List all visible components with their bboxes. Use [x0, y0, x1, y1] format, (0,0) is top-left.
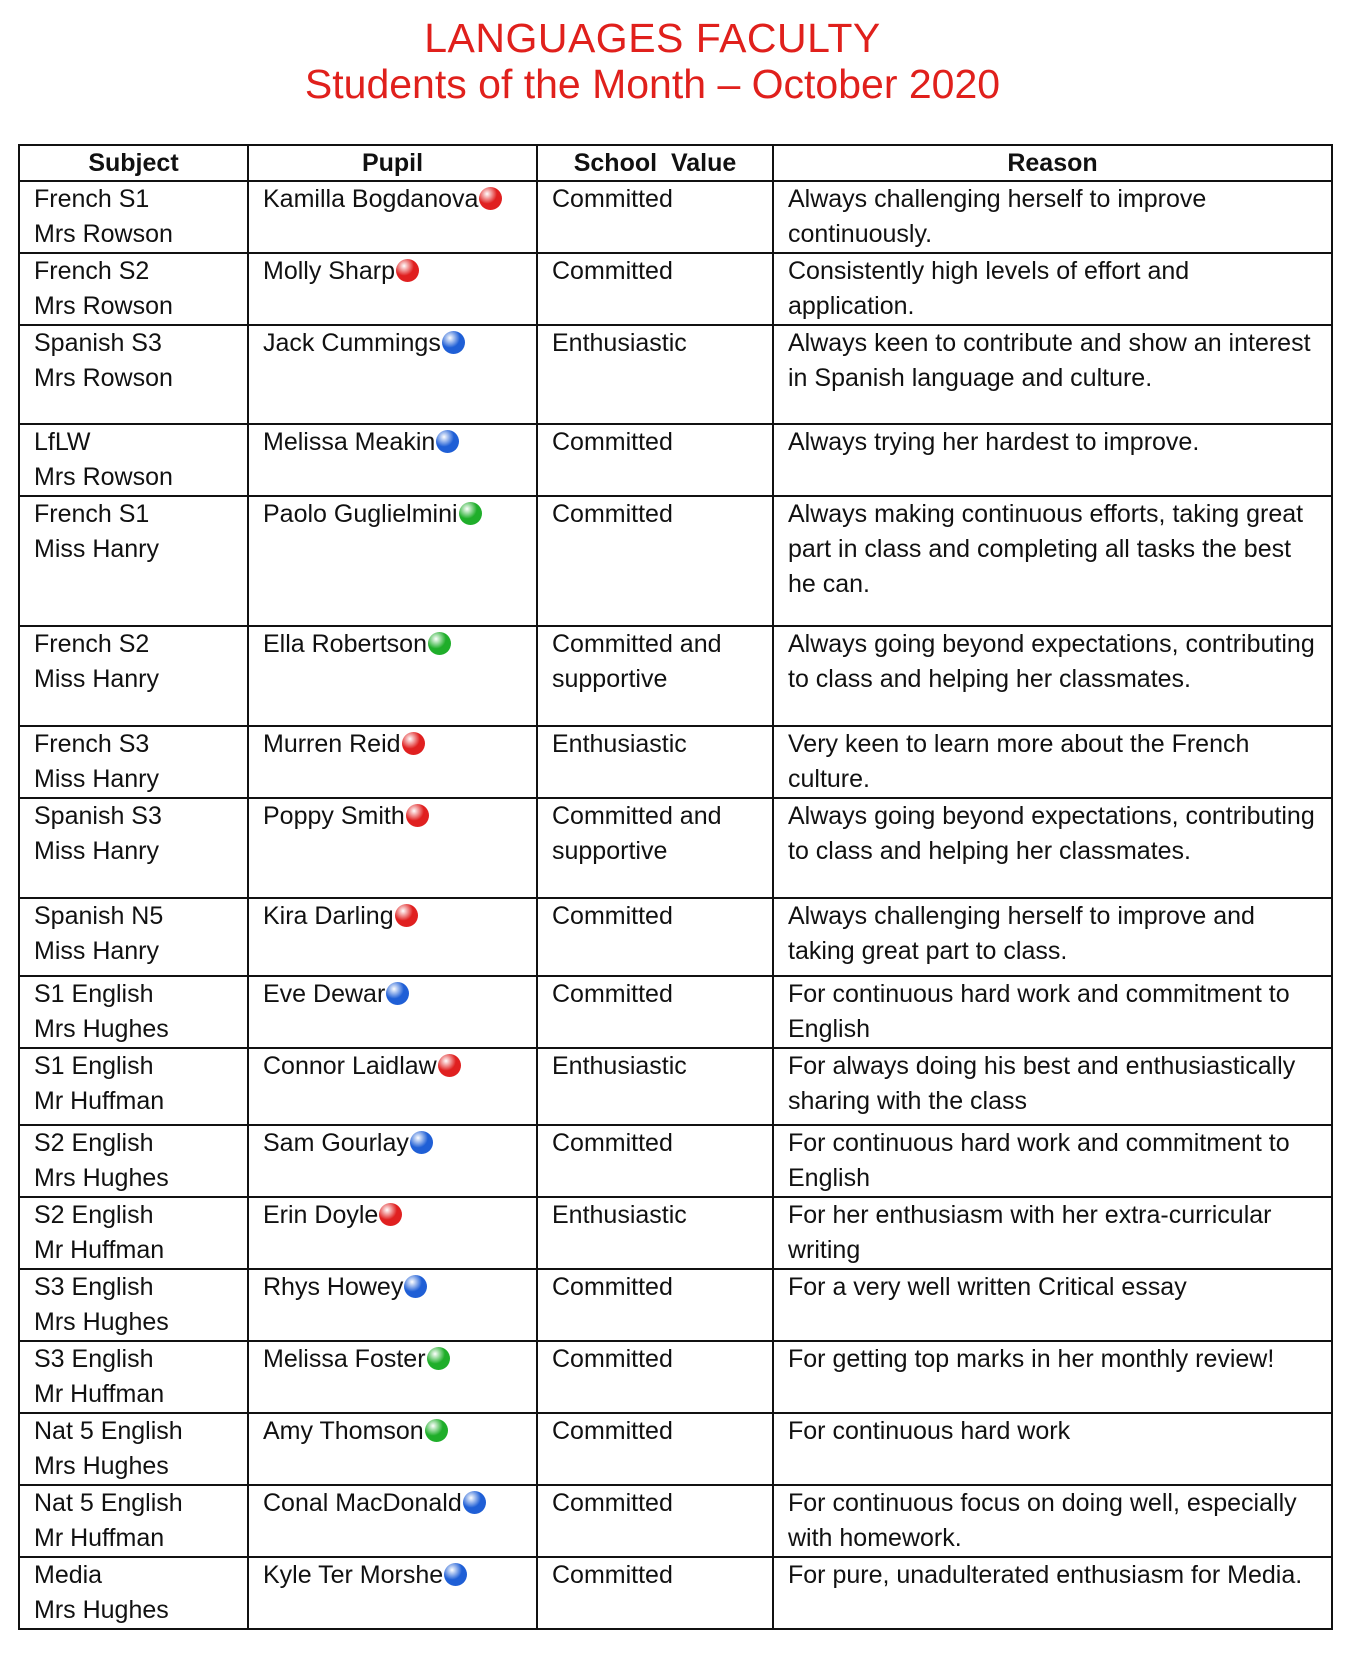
table-row	[19, 325, 1332, 424]
page-subtitle: Students of the Month – October 2020	[304, 61, 1001, 107]
house-dot-icon	[410, 1131, 433, 1154]
school-value-cell: Committed	[537, 1269, 773, 1341]
teacher-name: Mrs Rowson	[34, 364, 173, 392]
house-dot-icon	[395, 904, 418, 927]
pupil-cell	[248, 898, 537, 976]
table-row	[19, 253, 1332, 325]
reason-cell: For continuous hard work and commitment to English	[773, 1125, 1332, 1197]
school-value-cell: Enthusiastic	[537, 1048, 773, 1125]
school-value-cell: Committed and supportive	[537, 626, 773, 726]
table-header-row	[19, 145, 1332, 181]
table-row	[19, 1048, 1332, 1125]
pupil-cell	[248, 325, 537, 424]
subject-cell	[19, 181, 248, 253]
school-value-cell: Committed	[537, 976, 773, 1048]
school-value-cell: Committed	[537, 181, 773, 253]
house-dot-icon	[379, 1203, 402, 1226]
house-dot-icon	[436, 430, 459, 453]
teacher-name: Miss Hanry	[34, 937, 160, 965]
subject-name: French S2	[34, 630, 150, 658]
table-row	[19, 1269, 1332, 1341]
pupil-name: Erin Doyle	[263, 1201, 379, 1229]
teacher-name: Mrs Rowson	[34, 463, 173, 491]
table-row	[19, 1341, 1332, 1413]
reason-cell: For pure, unadulterated enthusiasm for Media.	[773, 1557, 1332, 1629]
subject-name: Media	[34, 1561, 103, 1589]
teacher-name: Mrs Hughes	[34, 1164, 169, 1192]
subject-name: Spanish S3	[34, 329, 162, 357]
house-dot-icon	[406, 804, 429, 827]
house-dot-icon	[396, 259, 419, 282]
pupil-cell	[248, 496, 537, 626]
pupil-cell	[248, 1269, 537, 1341]
pupil-cell	[248, 1413, 537, 1485]
teacher-name: Mrs Rowson	[34, 220, 173, 248]
pupil-name: Conal MacDonald	[263, 1489, 462, 1517]
pupil-cell	[248, 181, 537, 253]
table-row	[19, 976, 1332, 1048]
pupil-cell	[248, 1197, 537, 1269]
school-value-cell: Committed	[537, 1485, 773, 1557]
subject-name: S2 English	[34, 1201, 154, 1229]
table-row	[19, 1485, 1332, 1557]
subject-name: S3 English	[34, 1345, 154, 1373]
subject-name: Spanish S3	[34, 802, 162, 830]
house-dot-icon	[428, 632, 451, 655]
subject-cell	[19, 1485, 248, 1557]
column-header-subject: Subject	[19, 145, 248, 181]
house-dot-icon	[459, 502, 482, 525]
table-row	[19, 181, 1332, 253]
reason-cell: Always trying her hardest to improve.	[773, 424, 1332, 496]
pupil-name: Molly Sharp	[263, 257, 395, 285]
house-dot-icon	[404, 1275, 427, 1298]
pupil-cell	[248, 1485, 537, 1557]
reason-cell: For a very well written Critical essay	[773, 1269, 1332, 1341]
subject-cell	[19, 1341, 248, 1413]
subject-name: Nat 5 English	[34, 1417, 183, 1445]
pupil-name: Jack Cummings	[263, 329, 441, 357]
table-row	[19, 1197, 1332, 1269]
subject-name: French S2	[34, 257, 150, 285]
subject-name: French S1	[34, 185, 150, 213]
subject-name: S2 English	[34, 1129, 154, 1157]
pupil-cell	[248, 1557, 537, 1629]
subject-cell	[19, 325, 248, 424]
page-title: LANGUAGES FACULTY	[424, 15, 881, 61]
pupil-name: Ella Robertson	[263, 630, 427, 658]
reason-cell: Always challenging herself to improve and taking great part to class.	[773, 898, 1332, 976]
teacher-name: Mrs Hughes	[34, 1596, 169, 1624]
reason-cell: Very keen to learn more about the French culture.	[773, 726, 1332, 798]
table-row	[19, 626, 1332, 726]
pupil-name: Paolo Guglielmini	[263, 500, 458, 528]
students-of-the-month-table	[18, 144, 1333, 1630]
subject-cell	[19, 626, 248, 726]
pupil-cell	[248, 626, 537, 726]
subject-name: LfLW	[34, 428, 91, 456]
school-value-cell: Committed	[537, 253, 773, 325]
teacher-name: Mr Huffman	[34, 1087, 165, 1115]
table-body	[19, 181, 1332, 1629]
school-value-cell: Committed	[537, 1413, 773, 1485]
reason-cell: For continuous hard work	[773, 1413, 1332, 1485]
subject-name: French S1	[34, 500, 150, 528]
pupil-name: Sam Gourlay	[263, 1129, 409, 1157]
house-dot-icon	[444, 1563, 467, 1586]
school-value-cell: Committed	[537, 496, 773, 626]
subject-cell	[19, 1048, 248, 1125]
teacher-name: Mrs Hughes	[34, 1308, 169, 1336]
pupil-cell	[248, 424, 537, 496]
subject-cell	[19, 496, 248, 626]
pupil-name: Melissa Foster	[263, 1345, 426, 1373]
subject-name: S3 English	[34, 1273, 154, 1301]
pupil-name: Kyle Ter Morshe	[263, 1561, 444, 1589]
school-value-cell: Committed	[537, 1557, 773, 1629]
table-row	[19, 424, 1332, 496]
pupil-cell	[248, 726, 537, 798]
subject-cell	[19, 424, 248, 496]
pupil-cell	[248, 1125, 537, 1197]
reason-cell: Consistently high levels of effort and application.	[773, 253, 1332, 325]
subject-cell	[19, 1269, 248, 1341]
teacher-name: Mr Huffman	[34, 1524, 165, 1552]
reason-cell: Always going beyond expectations, contributing to class and helping her classmates.	[773, 626, 1332, 726]
subject-cell	[19, 1197, 248, 1269]
school-value-cell: Committed and supportive	[537, 798, 773, 898]
table-row	[19, 496, 1332, 626]
reason-cell: Always challenging herself to improve continuously.	[773, 181, 1332, 253]
subject-cell	[19, 1557, 248, 1629]
subject-cell	[19, 1413, 248, 1485]
teacher-name: Mrs Hughes	[34, 1452, 169, 1480]
subject-cell	[19, 898, 248, 976]
table-row	[19, 1557, 1332, 1629]
teacher-name: Miss Hanry	[34, 535, 160, 563]
pupil-cell	[248, 253, 537, 325]
reason-cell: Always keen to contribute and show an interest in Spanish language and culture.	[773, 325, 1332, 424]
column-header-reason: Reason	[773, 145, 1332, 181]
school-value-cell: Committed	[537, 1125, 773, 1197]
reason-cell: Always making continuous efforts, taking great part in class and completing all tasks the best he can.	[773, 496, 1332, 626]
teacher-name: Miss Hanry	[34, 837, 160, 865]
subject-cell	[19, 1125, 248, 1197]
teacher-name: Miss Hanry	[34, 765, 160, 793]
pupil-name: Connor Laidlaw	[263, 1052, 437, 1080]
teacher-name: Mr Huffman	[34, 1380, 165, 1408]
reason-cell: Always going beyond expectations, contributing to class and helping her classmates.	[773, 798, 1332, 898]
teacher-name: Miss Hanry	[34, 665, 160, 693]
teacher-name: Mr Huffman	[34, 1236, 165, 1264]
table-row	[19, 898, 1332, 976]
house-dot-icon	[479, 187, 502, 210]
pupil-name: Eve Dewar	[263, 980, 386, 1008]
table-row	[19, 798, 1332, 898]
pupil-name: Kira Darling	[263, 902, 394, 930]
house-dot-icon	[442, 331, 465, 354]
teacher-name: Mrs Hughes	[34, 1015, 169, 1043]
house-dot-icon	[386, 982, 409, 1005]
school-value-cell: Enthusiastic	[537, 325, 773, 424]
house-dot-icon	[463, 1491, 486, 1514]
reason-cell: For always doing his best and enthusiastically sharing with the class	[773, 1048, 1332, 1125]
house-dot-icon	[427, 1347, 450, 1370]
column-header-pupil: Pupil	[248, 145, 537, 181]
pupil-cell	[248, 798, 537, 898]
pupil-cell	[248, 976, 537, 1048]
teacher-name: Mrs Rowson	[34, 292, 173, 320]
subject-cell	[19, 976, 248, 1048]
table-row	[19, 726, 1332, 798]
pupil-name: Melissa Meakin	[263, 428, 436, 456]
pupil-name: Rhys Howey	[263, 1273, 404, 1301]
school-value-cell: Enthusiastic	[537, 726, 773, 798]
school-value-cell: Committed	[537, 898, 773, 976]
subject-cell	[19, 798, 248, 898]
subject-name: French S3	[34, 730, 150, 758]
reason-cell: For continuous focus on doing well, especially with homework.	[773, 1485, 1332, 1557]
house-dot-icon	[425, 1419, 448, 1442]
subject-name: S1 English	[34, 1052, 154, 1080]
subject-name: Nat 5 English	[34, 1489, 183, 1517]
table-row	[19, 1413, 1332, 1485]
pupil-cell	[248, 1341, 537, 1413]
pupil-name: Kamilla Bogdanova	[263, 185, 479, 213]
subject-cell	[19, 726, 248, 798]
pupil-name: Amy Thomson	[263, 1417, 424, 1445]
pupil-name: Poppy Smith	[263, 802, 405, 830]
pupil-name: Murren Reid	[263, 730, 401, 758]
reason-cell: For her enthusiasm with her extra-curricular writing	[773, 1197, 1332, 1269]
column-header-school-value: School Value	[537, 145, 773, 181]
table-row	[19, 1125, 1332, 1197]
school-value-cell: Committed	[537, 424, 773, 496]
school-value-cell: Enthusiastic	[537, 1197, 773, 1269]
subject-cell	[19, 253, 248, 325]
school-value-cell: Committed	[537, 1341, 773, 1413]
pupil-cell	[248, 1048, 537, 1125]
house-dot-icon	[402, 732, 425, 755]
subject-name: S1 English	[34, 980, 154, 1008]
house-dot-icon	[438, 1054, 461, 1077]
subject-name: Spanish N5	[34, 902, 164, 930]
reason-cell: For getting top marks in her monthly review!	[773, 1341, 1332, 1413]
reason-cell: For continuous hard work and commitment to English	[773, 976, 1332, 1048]
